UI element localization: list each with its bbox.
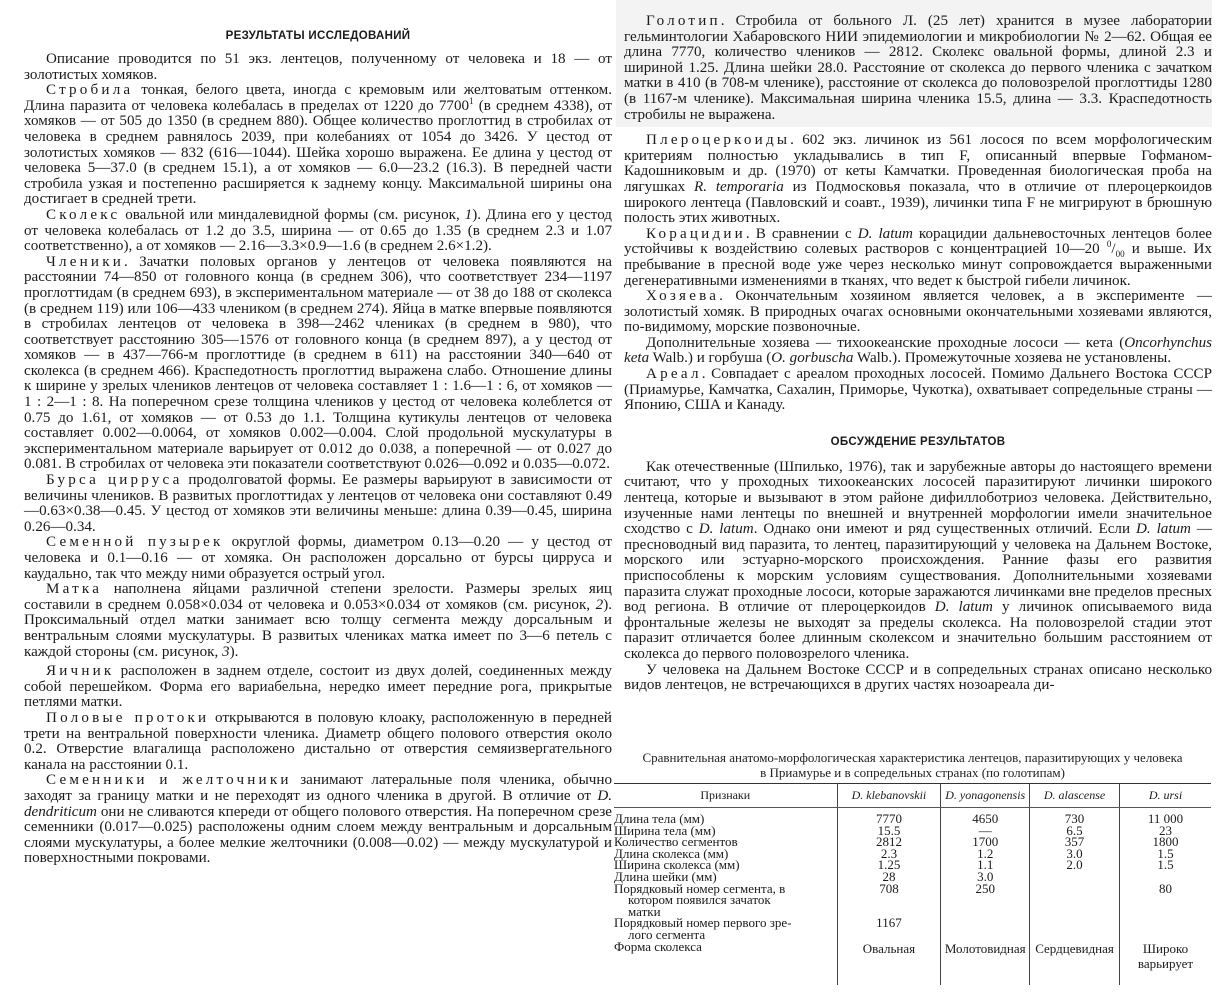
table-cell: Овальная [837,941,941,985]
footnote-mark: 1 [469,95,474,106]
paragraph-lead: Стробила [46,82,134,99]
figure-ref: 1 [464,206,473,223]
table-cell: 3.0 [941,871,1030,883]
table-cell [1030,883,1120,918]
species-name: D. latum [857,225,913,242]
row-label-text: Количество сегментов [614,834,738,850]
paragraph-text: . Однако они имеют и ряд существенных отличий. Если [753,521,1136,538]
row-label-text: Длина шейки (мм) [614,868,717,884]
table-cell: 1.5 [1119,859,1211,871]
table-cell: 23 [1119,825,1211,837]
species-name: D. latum [698,521,754,538]
paragraph-text: Как отечественные (Шпилько, 1976), так и зарубежные авторы до настоящего времени считают, что у проходных тихоокеанских лососей паразитируют личинки широкого лентеца, которые и вызывают в этом районе дифиллоботриоз человека. Действительно, изученные нами лентецы по внешней и внутренней морфологии имели значительное сходство с [624,458,1212,538]
permille-sub: 00 [1115,249,1125,260]
table-cell: 357 [1030,836,1120,848]
table-cell: 1.5 [1119,848,1211,860]
figure-ref: 3 [222,643,230,660]
paragraph-lead: Бурса цирруса [46,472,183,489]
column-header: D. klebanovskii [837,784,941,808]
paragraph-text: . Стробила от больного Л. (25 лет) хранится в музее лаборатории гельминтологии Хабаровского НИИ эпидемиологии и микробиологии № 2—62. Общая ее длина 7770, количество члеников — 2812. Сколекс овальной формы, длиной 2.3 и шириной 1.25. Длина шейки 28.0. Расстояние от сколекса до первого членика с зачатком матки в 410 (в 708-м членике), расстояние от сколекса до половозрелой проглоттиды 1280 (в 1167-м членике). Максимальная ширина членика 15.5, длина — 3.3. Краспедотность стробилы не выражена. [624,13,1212,123]
paragraph-text: . Совпадает с ареалом проходных лососей. Помимо Дальнего Востока СССР (Приамурье, Камчатка, Сахалин, Приморье, Чукотка), охватывает сопредельные страны — Японию, США и Канаду. [624,366,1212,414]
row-label-continuation: лого сегмента [628,926,706,942]
paragraph-text: Дополнительные хозяева — тихоокеанские проходные лососи — кета ( [646,334,1125,351]
paragraph-additional-hosts [624,336,1212,367]
paragraph-lead: Плероцеркоиды [646,132,791,149]
caption-line: Сравнительная анатомо-морфологическая характеристика лентецов, паразитирующих у человека [642,750,1183,765]
row-label-continuation: котором появился зачаток [628,892,771,908]
paragraph-text: . В сравнении с [745,225,858,242]
paragraph-cirrus-sac [24,473,612,535]
paragraph-text: Walb.). Промежуточные хозяева не установлены. [853,350,1172,367]
paragraph-segments [24,255,612,473]
table-cell: 2.3 [837,848,941,860]
paragraph-text: . Зачатки половых органов у лентецов от человека появляются на расстоянии 74—850 от головного конца (в среднем 306), что соответствует 234—1197 проглоттидам (в среднем 693), в экспериментальном материале — от 38 до 188 от сколекса (в среднем 119) или 106—433 члеником (в среднем 274). Яйца в матке впервые появляются в стробилах лентецов от человека в 398—2462 члениках (в среднем в 980), что соответствует расстоянию 305—1576 от головного конца (в среднем 897), а у цестод от хомяков — в 437—766-м проглоттиде (в среднем в 611) на расстоянии 340—640 от сколекса (в среднем 466). Краспедотность проглоттид выражена слабо. Отношение длины к ширине у зрелых члеников лентецов от человека составляет 1 : 1.6—1 : 6, от хомяков — 1 : 2—1 : 8. На поперечном срезе толщина члеников у цестод от человека колеблется от 0.75 до 1.61, от хомяков — от 0.53 до 1.1. Толщина кутикулы лентецов от человека составляет 0.002—0.0064, от хомяков 0.002—0.004. Слой продольной мускулатуры в экспериментальном материале варьирует от 0.012 до 0.038, а поперечной — от 0.027 до 0.081. В стробилах от человека эти показатели соответствуют 0.026—0.092 и 0.035—0.072. [24,253,612,473]
paragraph-lead: Матка [46,581,103,598]
row-label-text: Ширина тела (мм) [614,822,716,838]
paragraph-text: наполнена яйцами различной степени зрелости. Размеры зрелых яиц составили в среднем 0.058×0.034 от человека и 0.053×0.034 от хомяков (см. рисунок, [24,581,612,613]
species-name: D. dendriticum [24,787,612,820]
paragraph-hosts [624,289,1212,336]
paragraph-text: Walb.) и горбуша ( [649,350,772,367]
paragraph-lead: Яичник [46,663,115,680]
right-column [624,0,1212,694]
caption-line: в Приамурье и в сопредельных странах (по голотипам) [760,765,1065,780]
table-cell: 250 [941,883,1030,918]
row-label-text: Порядковый номер сегмента, в [614,880,786,896]
table-cell: 730 [1030,808,1120,825]
table-cell: 4650 [941,808,1030,825]
paragraph-lead: Половые протоки [46,709,210,726]
row-label-text: Длина тела (мм) [614,811,705,826]
table-cell: 1.2 [941,848,1030,860]
table-cell: — [941,825,1030,837]
paragraph-lead: Семенники и желточники [46,772,292,789]
row-label-continuation: матки [628,903,661,919]
permille-slash: / [1111,241,1116,258]
permille-sup: 0 [1106,239,1112,250]
table-cell: 708 [837,883,941,918]
table-cell: 6.5 [1030,825,1120,837]
paragraph-lead: Семенной пузырек [46,534,224,551]
table-cell [1119,917,1211,940]
species-name: Oncorhynchus keta [624,334,1212,367]
paragraph-text: они не сливаются кпереди от общего полового отверстия. На поперечном срезе семенники (0.017—0.025) расположены одним слоем между вентральным и дорсальным слоями мускулатуры, а более мелкие желточники (0.008—0.02) — между мускулатурой и поверхностными покровами. [24,803,612,867]
row-label-text: Длина сколекса (мм) [614,845,729,861]
discussion-heading: ОБСУЖДЕНИЕ РЕЗУЛЬТАТОВ [830,435,1006,448]
table-cell: Широко варьирует [1119,941,1211,985]
table-cell: 1.25 [837,859,941,871]
table-row [614,941,1211,985]
paragraph-intro [24,52,612,83]
paragraph-text: расположен в заднем отделе, состоит из двух долей, соединенных между собой перешейком. Форма его вариабельна, нередко имеет передние рога, прикрытые петлями матки. [24,663,612,711]
paragraph-text: У человека на Дальнем Востоке СССР и в сопредельных странах описано несколько видов лентецов, не встречающихся в других частях нозоареала ди- [624,661,1212,694]
species-name: D. latum [934,599,993,616]
table-cell: 2812 [837,836,941,848]
table-cell: 7770 [837,808,941,825]
table-cell [1030,917,1120,940]
table-cell: 15.5 [837,825,941,837]
paragraph-text: у личинок описываемого вида фронтальные железы не выходят за пределы сколекса. На половозрелой стадии этот паразит отличается более длинным сколексом и значительно большим расстоянием от сколекса до первого половозрелого членика. [624,599,1213,662]
table-cell: 1.1 [941,859,1030,871]
paragraph-seminal-vesicle [24,535,612,582]
paragraph-lead: Сколекс [46,206,121,223]
paragraph-discussion-1 [624,460,1212,663]
paragraph-lead: Хозяева [646,288,720,305]
figure-ref: 2 [595,596,604,613]
paragraph-text: ). [229,643,239,660]
row-label-text: Ширина сколекса (мм) [614,857,740,873]
paragraph-uterus [24,582,612,660]
paragraph-lead: Ареал [646,366,702,383]
paragraph-text: тонкая, белого цвета, иногда с кремовым или желтоватым оттенком. Длина паразита от человека колебалась в пределах от 1220 до 7700 [24,82,612,114]
paragraph-text: ). Проксимальный отдел матки занимает всю толщу сегмента между дорсальным и вентральным слоями мускулатуры. В развитых члениках матка имеет по 3—6 петель с каждой стороны (см. рисунок, [24,596,612,660]
comparison-table [614,783,1211,985]
paragraph-text: из Подмосковья показала, что в отличие от плероцеркоидов широкого лентеца (Павловский и соавт., 1939), личинки типа F не мигрируют в брюшную полость этих животных. [624,178,1212,227]
paragraph-coracidia [624,227,1212,289]
paragraph-text: — пресноводный вид паразита, то лентец, паразитирующий у человека на Дальнем Востоке, морского или эстуарно-морского происхождения. Ранние фазы его развития приспособлены к морским условиям существования. Дополнительными хозяевами паразита служат проходные лососи, которые заражаются личинками вне пределов пресных вод региона. В отличие от плероцеркоидов [624,521,1212,616]
table-cell: 3.0 [1030,848,1120,860]
paragraph-scolex [24,208,612,255]
table-row [614,883,1211,918]
table-cell: 1167 [837,917,941,940]
row-label-text: Порядковый номер первого зре- [614,915,792,931]
table-caption [614,750,1211,780]
column-header: D. alascense [1030,784,1120,808]
paragraph-lead: Корацидии [646,225,746,242]
paragraph-text: округлой формы, диаметром 0.13—0.20 — у цестод от человека и 0.1—0.16 — от хомяка. Он расположен дорсально от бурсы цирруса и каудально, так что между ними образуется острый угол. [24,534,612,582]
table-cell [1030,871,1120,883]
row-label-text: Форма сколекса [614,938,702,954]
paragraph-testes [24,773,612,867]
table-cell: 1800 [1119,836,1211,848]
paragraph-genital-ducts [24,711,612,773]
table-cell [941,917,1030,940]
column-header: D. ursi [1119,784,1211,808]
paragraph-strobila [24,83,612,208]
paragraph-text: продолговатой формы. Ее размеры варьируют в зависимости от величины члеников. В развитых проглоттидах у лентецов от человека они составляют 0.49—0.63×0.38—0.45. У цестод от хомяков эти величины меньше: длина 0.39—0.45, ширина 0.26—0.34. [24,472,612,535]
paragraph-plerocercoids [624,133,1212,227]
paragraph-discussion-2 [624,663,1212,694]
paragraph-text: Описание проводится по 51 экз. лентецов, полученному от человека и 18 — от золотистых хомяков. [24,51,612,83]
results-heading: РЕЗУЛЬТАТЫ ИССЛЕДОВАНИЙ [225,30,411,42]
species-name: D. latum [1135,521,1191,538]
paragraph-text: (в среднем 4338), от хомяков — от 505 до 1350 (в среднем 880). Общее количество проглоттид в стробилах от человека в среднем равнялось 2039, при колебаниях от 1054 до 3426. У цестод от золотистых хомяков — 832 (616—1044). Шейка хорошо выражена. Ее длина у цестод от человека 5—37.0 (в среднем 15.1), а от хомяков — 6.0—23.2 (16.3). В передней части стробила узкая и постепенно расширяется к заднему концу. Максимальной ширины она достигает в средней трети. [24,97,612,208]
paragraph-text: занимают латеральные поля членика, обычно заходят за границу матки и не переходят из одного членика в другой. В отличие от [24,772,612,804]
column-header: Признаки [614,784,837,808]
table-cell: 2.0 [1030,859,1120,871]
table-row [614,917,1211,940]
table-cell: Сердцевидная [1030,941,1120,985]
table-cell: 28 [837,871,941,883]
left-column [24,0,612,867]
paragraph-range [624,367,1212,414]
species-name: O. gorbuscha [771,350,854,367]
paragraph-text: . Окончательным хозяином является человек, а в эксперименте — золотистый хомяк. В природных очагах основными окончательными хозяевами являются, по-видимому, морские позвоночные. [624,288,1212,336]
row-label [614,917,837,940]
row-label [614,880,837,919]
species-name: R. temporaria [694,178,784,195]
paragraph-text: и выше. Их пребывание в пресной воде уже через несколько минут сопровождается выраженными дегенеративными изменениями в тканях, что ведет к быстрой гибели личинок. [624,241,1212,289]
table-cell: 11 000 [1119,808,1211,825]
table-cell: Молотовидная [941,941,1030,985]
table-cell: 1700 [941,836,1030,848]
holotype-block [616,0,1212,127]
row-label [614,938,837,985]
paragraph-text: овальной или миндалевидной формы (см. рисунок, [120,206,465,223]
paragraph-ovary [24,664,612,711]
paragraph-lead: Голотип [646,13,721,29]
paragraph-text: ). Длина его у цестод от человека колебалась от 1.2 до 3.5, ширина — от 0.65 до 1.35 (в среднем 2.3 и 1.07 соответственно), а от хомяков — 2.16—3.3×0.9—1.6 (в среднем 2.6×1.2). [24,206,612,255]
paragraph-lead: Членики [46,253,125,270]
paragraph-text: открываются в половую клоаку, расположенную в передней трети на вентральной поверхности членика. Диаметр общего полового отверстия около 0.2. Отверстие влагалища расположено дистально от отверстия семяизвергательного канала на расстоянии 0.1. [24,709,612,773]
paragraph-holotype [624,14,1212,123]
table-header-row [614,784,1211,808]
table-cell: 80 [1119,883,1211,918]
paragraph-text: корацидии дальневосточных лентецов более устойчивы к воздействию солевых растворов с концентрацией 10—20 [624,225,1212,258]
column-header: D. yonagonensis [941,784,1030,808]
paragraph-text: . 602 экз. личинок из 561 лосося по всем морфологическим критериям полностью укладывались в тип F, описанный впервые Гофманом-Кадошниковым и др. (1970) от кеты Камчатки. Проведенная биологическая проба на лягушках [624,132,1212,195]
